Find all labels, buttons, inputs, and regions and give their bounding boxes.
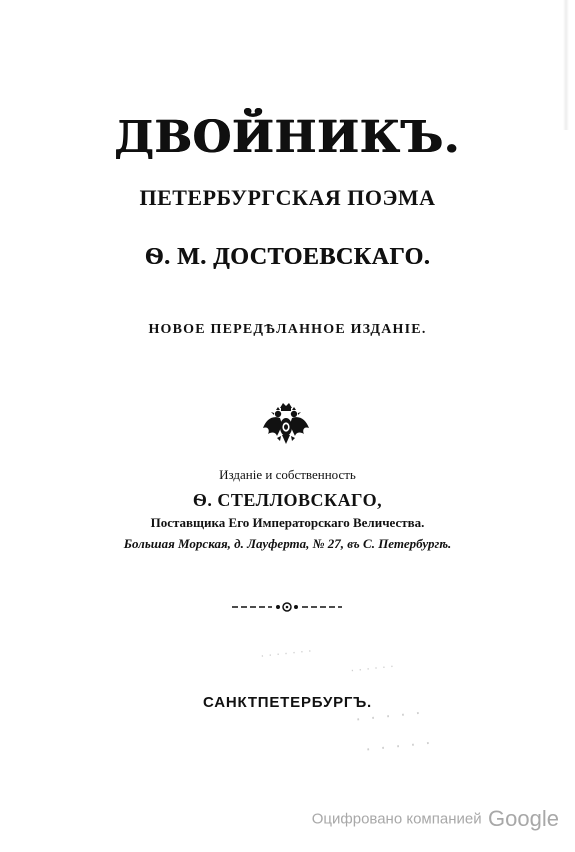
faint-library-stamp: · · · · · · <box>349 657 395 678</box>
publisher-address: Большая Морская, д. Лауферта, № 27, въ С. Петербургѣ. <box>123 536 452 551</box>
publication-city: САНКТПЕТЕРБУРГЪ. <box>202 694 373 711</box>
divider-ornament-icon <box>232 600 342 614</box>
publisher-supplier-line: Поставщика Его Императорскаго Величества. <box>150 515 425 530</box>
google-logo-text: Google <box>488 806 559 831</box>
watermark-text: Оцифровано компанией <box>311 810 482 828</box>
faint-library-stamp: · · · · · <box>364 731 434 759</box>
faint-library-stamp: · · · · · <box>354 701 424 729</box>
edition-note: НОВОЕ ПЕРЕДѢЛАННОЕ ИЗДАНІЕ. <box>148 322 427 337</box>
digitization-watermark <box>312 806 559 832</box>
book-title: ДВОЙНИКЪ. <box>114 112 461 163</box>
double-headed-eagle-icon <box>260 400 312 448</box>
book-author: Ѳ. М. ДОСТОЕВСКАГО. <box>144 244 431 270</box>
faint-library-stamp: · · · · · · · <box>259 642 313 663</box>
publisher-name: Ѳ. СТЕЛЛОВСКАГО, <box>192 490 383 510</box>
page-edge-shadow <box>563 0 569 130</box>
publisher-intro: Изданіе и собственность <box>219 467 356 482</box>
book-subtitle: ПЕТЕРБУРГСКАЯ ПОЭМА <box>139 185 436 210</box>
